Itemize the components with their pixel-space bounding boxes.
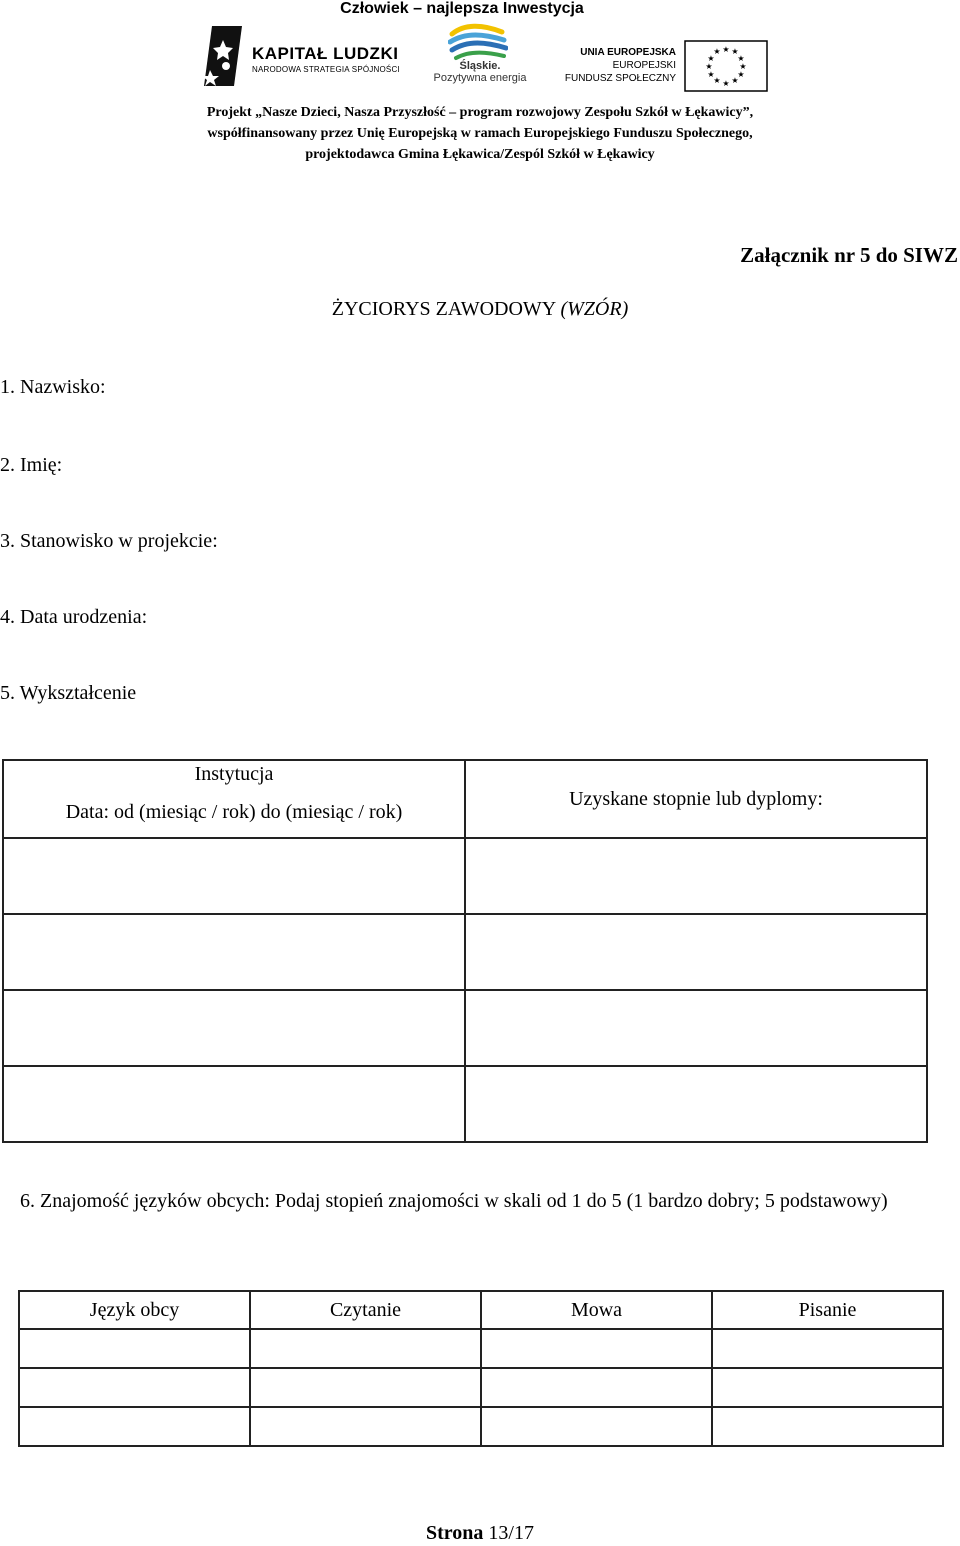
svg-text:★: ★ (722, 79, 730, 88)
education-cell[interactable] (465, 914, 927, 990)
education-header-row (3, 760, 927, 838)
languages-header-reading: Czytanie (250, 1291, 481, 1329)
project-line2: współfinansowany przez Unię Europejską w ramach Europejskiego Funduszu Społecznego, (207, 126, 753, 141)
field-birth-date: 4. Data urodzenia: (0, 606, 148, 628)
svg-text:★: ★ (731, 76, 739, 85)
field-surname: 1. Nazwisko: (0, 376, 106, 398)
table-row (19, 1368, 943, 1407)
project-line3: projektodawca Gmina Łękawica/Zespól Szkół w Łękawicy (305, 147, 655, 162)
kapital-ludzki-logo-icon (204, 26, 242, 86)
table-row (3, 990, 927, 1066)
field-first-name: 2. Imię: (0, 454, 63, 476)
eu-flag-icon (684, 40, 768, 92)
header-tagline: Człowiek – najlepsza Inwestycja (340, 0, 584, 17)
kapital-ludzki-text (252, 44, 400, 74)
education-cell[interactable] (465, 838, 927, 914)
svg-text:★: ★ (707, 70, 715, 79)
eu-line2: EUROPEJSKI (612, 60, 676, 71)
field-education: 5. Wykształcenie (0, 682, 137, 704)
languages-question: 6. Znajomość języków obcych: Podaj stopień znajomości w skali od 1 do 5 (1 bardzo dobry; 5 podstawowy) (20, 1190, 888, 1212)
eu-text (558, 46, 676, 85)
project-info (0, 102, 960, 165)
field-position: 3. Stanowisko w projekcie: (0, 530, 218, 552)
education-cell[interactable] (3, 838, 465, 914)
footer-page-number: 13/17 (488, 1522, 534, 1544)
svg-text:★: ★ (739, 62, 747, 71)
title-italic: (WZÓR) (560, 298, 629, 320)
svg-text:★: ★ (731, 47, 739, 56)
svg-text:★: ★ (722, 45, 730, 54)
annex-label: Załącznik nr 5 do SIWZ (740, 243, 958, 267)
page-footer (0, 1522, 960, 1545)
education-cell[interactable] (465, 990, 927, 1066)
slaskie-text (424, 60, 536, 84)
education-header-institution-label: Instytucja (194, 763, 274, 785)
slaskie-logo-icon (448, 22, 508, 62)
languages-cell[interactable] (712, 1329, 943, 1368)
education-cell[interactable] (3, 990, 465, 1066)
education-table (2, 759, 928, 1143)
languages-header-row (19, 1291, 943, 1329)
svg-text:★: ★ (705, 62, 713, 71)
education-header-dates-label: Data: od (miesiąc / rok) do (miesiąc / rok) (65, 801, 403, 823)
svg-text:★: ★ (737, 54, 745, 63)
table-row (3, 1066, 927, 1142)
languages-cell[interactable] (250, 1329, 481, 1368)
languages-cell[interactable] (481, 1368, 712, 1407)
eu-line3: FUNDUSZ SPOŁECZNY (564, 73, 676, 84)
languages-cell[interactable] (250, 1407, 481, 1446)
languages-cell[interactable] (712, 1368, 943, 1407)
svg-text:★: ★ (707, 54, 715, 63)
languages-cell[interactable] (19, 1329, 250, 1368)
title-main: ŻYCIORYS ZAWODOWY (331, 298, 556, 320)
languages-table (18, 1290, 944, 1447)
languages-header-language: Język obcy (19, 1291, 250, 1329)
languages-cell[interactable] (19, 1407, 250, 1446)
footer-page-label: Strona (426, 1522, 484, 1544)
document-title (0, 298, 960, 321)
table-row (19, 1407, 943, 1446)
svg-text:★: ★ (713, 76, 721, 85)
education-cell[interactable] (3, 1066, 465, 1142)
languages-header-writing: Pisanie (712, 1291, 943, 1329)
svg-text:★: ★ (737, 70, 745, 79)
kapital-ludzki-subtitle: NARODOWA STRATEGIA SPÓJNOŚCI (252, 65, 400, 74)
education-cell[interactable] (465, 1066, 927, 1142)
table-row (3, 838, 927, 914)
education-header-institution (3, 760, 465, 838)
svg-text:★: ★ (713, 47, 721, 56)
languages-cell[interactable] (19, 1368, 250, 1407)
project-line1: Projekt „Nasze Dzieci, Nasza Przyszłość – program rozwojowy Zespołu Szkół w Łękawicy”, (206, 105, 754, 120)
education-header-degrees: Uzyskane stopnie lub dyplomy: (465, 760, 927, 838)
languages-cell[interactable] (250, 1368, 481, 1407)
slaskie-name: Śląskie. (459, 60, 501, 72)
table-row (19, 1329, 943, 1368)
languages-header-speaking: Mowa (481, 1291, 712, 1329)
education-cell[interactable] (3, 914, 465, 990)
languages-cell[interactable] (481, 1329, 712, 1368)
table-row (3, 914, 927, 990)
slaskie-slogan: Pozytywna energia (433, 72, 527, 84)
kapital-ludzki-title: KAPITAŁ LUDZKI (252, 44, 399, 63)
eu-line1: UNIA EUROPEJSKA (580, 47, 676, 58)
languages-cell[interactable] (481, 1407, 712, 1446)
languages-cell[interactable] (712, 1407, 943, 1446)
